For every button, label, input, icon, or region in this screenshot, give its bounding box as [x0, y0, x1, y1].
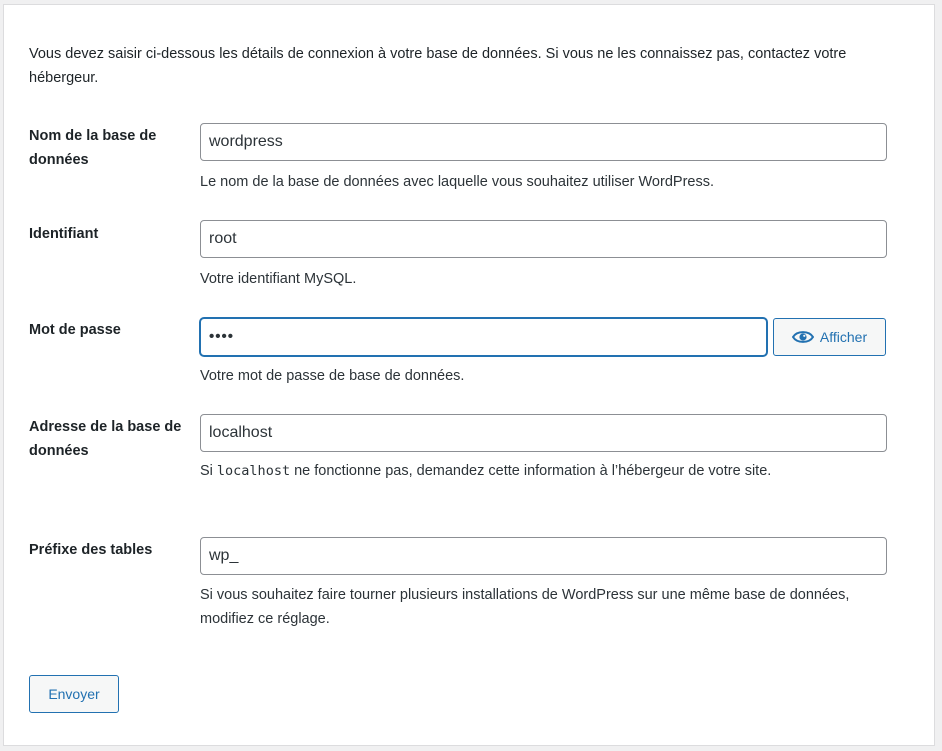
- dbname-description: Le nom de la base de données avec laquelle vous souhaitez utiliser WordPress.: [200, 174, 714, 190]
- prefix-description: Si vous souhaitez faire tourner plusieurs installations de WordPress sur une même base de données, modifiez ce réglage.: [200, 587, 850, 627]
- submit-button[interactable]: Envoyer: [29, 675, 119, 713]
- dbhost-code: localhost: [216, 463, 291, 479]
- username-input[interactable]: root: [200, 220, 887, 258]
- dbhost-label: Adresse de la base de données: [29, 419, 182, 459]
- username-label: Identifiant: [29, 226, 99, 242]
- dbhost-description-prefix: Si: [200, 463, 217, 479]
- password-description: Votre mot de passe de base de données.: [200, 368, 465, 384]
- dbname-input[interactable]: wordpress: [200, 123, 887, 161]
- intro-text: Vous devez saisir ci-dessous les détails de connexion à votre base de données. Si vous ne les connaissez pas, contactez votre hébergeur.: [29, 46, 847, 86]
- prefix-input[interactable]: wp_: [200, 537, 887, 575]
- show-password-button[interactable]: [773, 318, 886, 356]
- dbname-label: Nom de la base de données: [29, 128, 157, 168]
- eye-icon: [792, 330, 814, 344]
- dbhost-description-suffix: ne fonctionne pas, demandez cette information à l’hébergeur de votre site.: [290, 463, 772, 479]
- prefix-label: Préfixe des tables: [29, 542, 153, 558]
- username-description: Votre identifiant MySQL.: [200, 271, 357, 287]
- show-password-label: Afficher: [819, 329, 868, 345]
- password-label: Mot de passe: [29, 322, 121, 338]
- dbhost-input[interactable]: localhost: [200, 414, 887, 452]
- password-input[interactable]: ••••: [200, 318, 767, 356]
- setup-config-panel: [3, 4, 935, 746]
- dbhost-description: [200, 459, 890, 483]
